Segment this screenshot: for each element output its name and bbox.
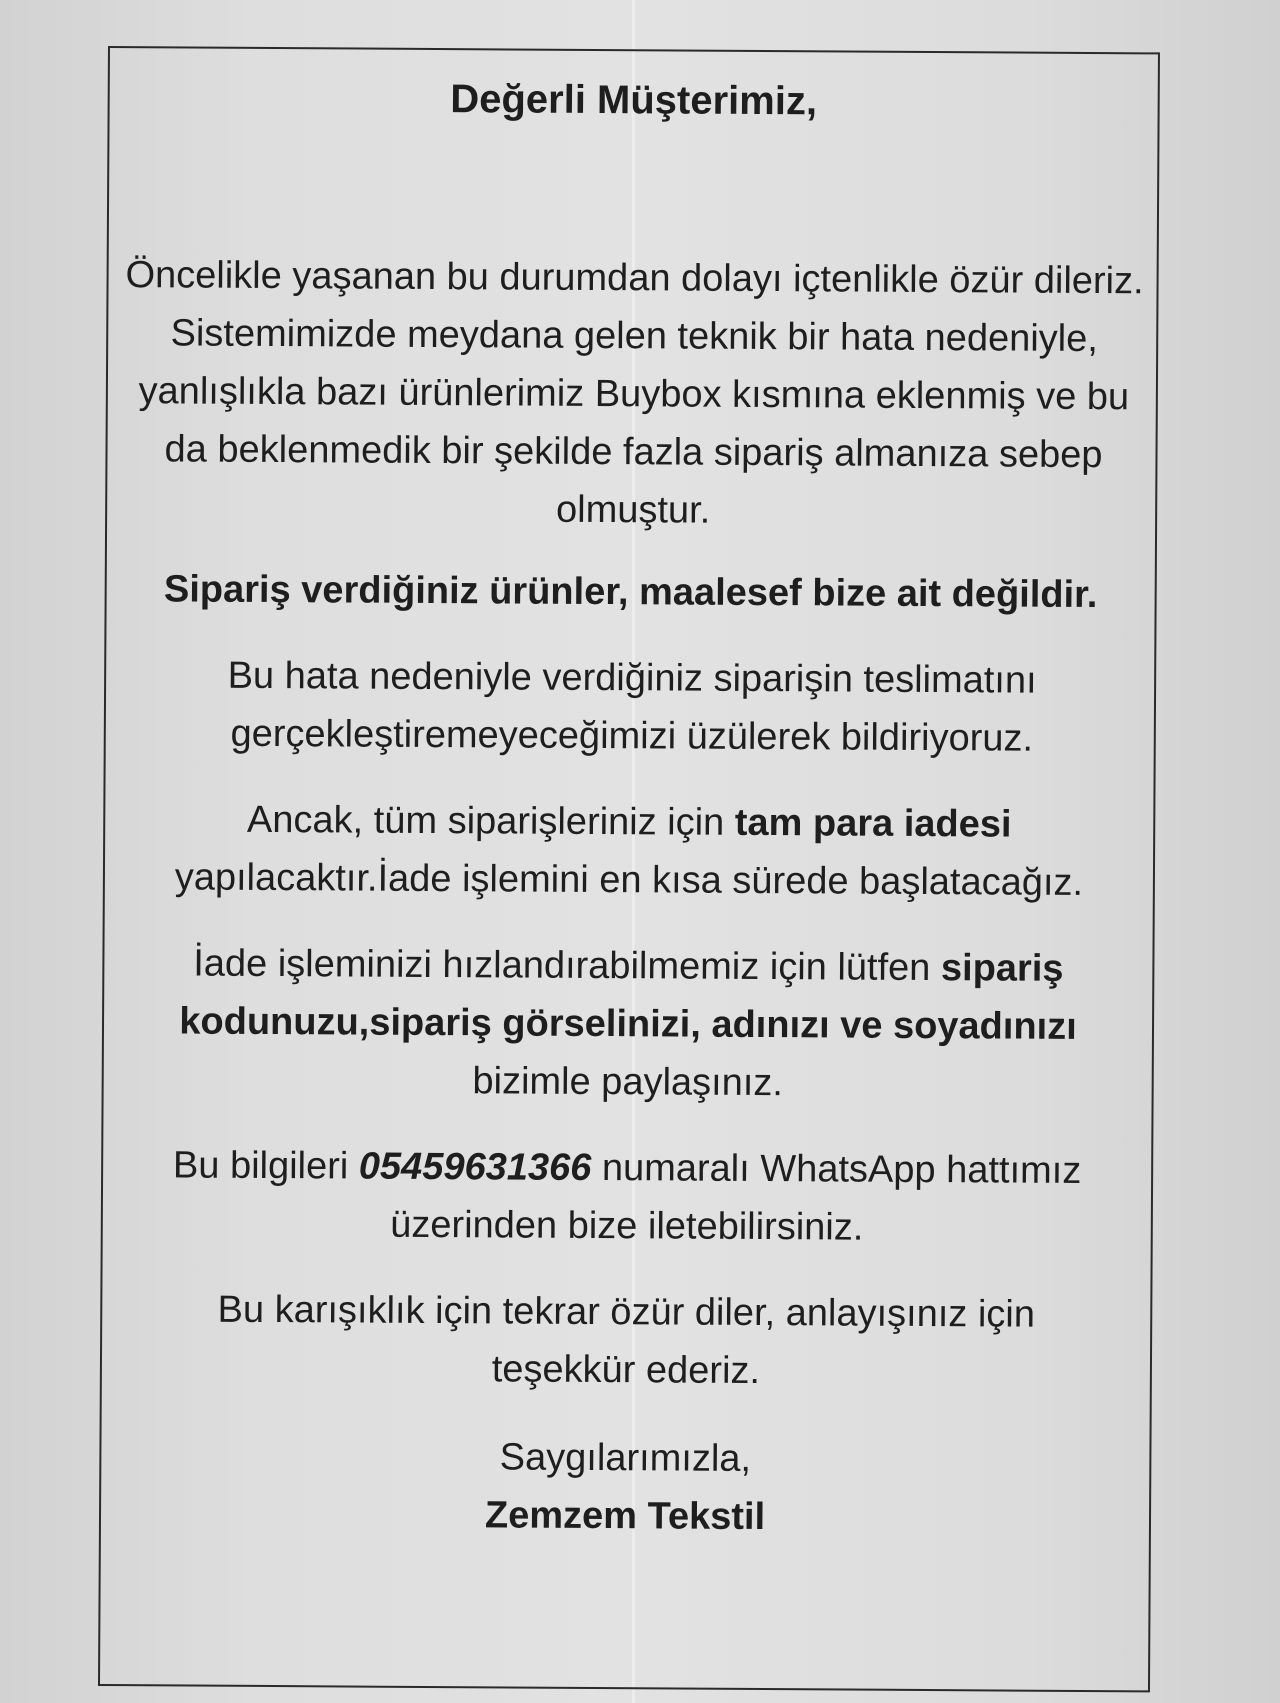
letter-content: [101, 48, 1158, 1548]
whatsapp-phone-number: 05459631366: [358, 1145, 592, 1189]
paragraph-whatsapp: [141, 1136, 1114, 1258]
letter-greeting: Değerli Müşterimiz,: [450, 77, 818, 124]
request-text-bold: sipariş kodunuzu,sipariş görselinizi, adınızı ve soyadınızı: [179, 947, 1077, 1048]
paragraph-thanks: Bu karışıklık için tekrar özür diler, anlayışınız için teşekkür ederiz.: [217, 1288, 1036, 1393]
refund-text-pre: Ancak, tüm siparişleriniz için: [246, 798, 735, 844]
letter-frame: [98, 46, 1160, 1692]
paragraph-no-delivery: Bu hata nedeniyle verdiğiniz siparişin teslimatını gerçekleştiremeyeceğimizi üzülerek bildiriyoruz.: [227, 654, 1037, 760]
refund-text-bold: tam para iadesi: [734, 801, 1012, 846]
request-text-pre: İade işleminizi hızlandırabilmemiz için lütfen: [193, 942, 942, 990]
paragraph-refund: [143, 790, 1116, 912]
whatsapp-text-pre: Bu bilgileri: [172, 1144, 359, 1188]
refund-text-post: yapılacaktır.İade işlemini en kısa sürede başlatacağız.: [174, 856, 1084, 904]
letter-closing: Saygılarımızla,: [499, 1436, 752, 1480]
company-signature: Zemzem Tekstil: [484, 1494, 766, 1539]
paragraph-not-ours: Sipariş verdiğiniz ürünler, maalesef bize ait değildir.: [163, 568, 1098, 617]
whatsapp-text-post: numaralı WhatsApp hattımız üzerinden bize iletebilirsiniz.: [390, 1146, 1082, 1249]
paragraph-apology: Öncelikle yaşanan bu durumdan dolayı içtenlikle özür dileriz. Sistemimizde meydana gelen teknik bir hata nedeniyle, yanlışlıkla bazı ürünlerimiz Buybox kısmına eklenmiş ve bu da beklenmedik bir şekilde fazla sipariş almanıza sebep olmuştur.: [125, 254, 1144, 532]
request-text-post: bizimle paylaşınız.: [472, 1060, 784, 1105]
paragraph-request-info: [127, 934, 1130, 1114]
